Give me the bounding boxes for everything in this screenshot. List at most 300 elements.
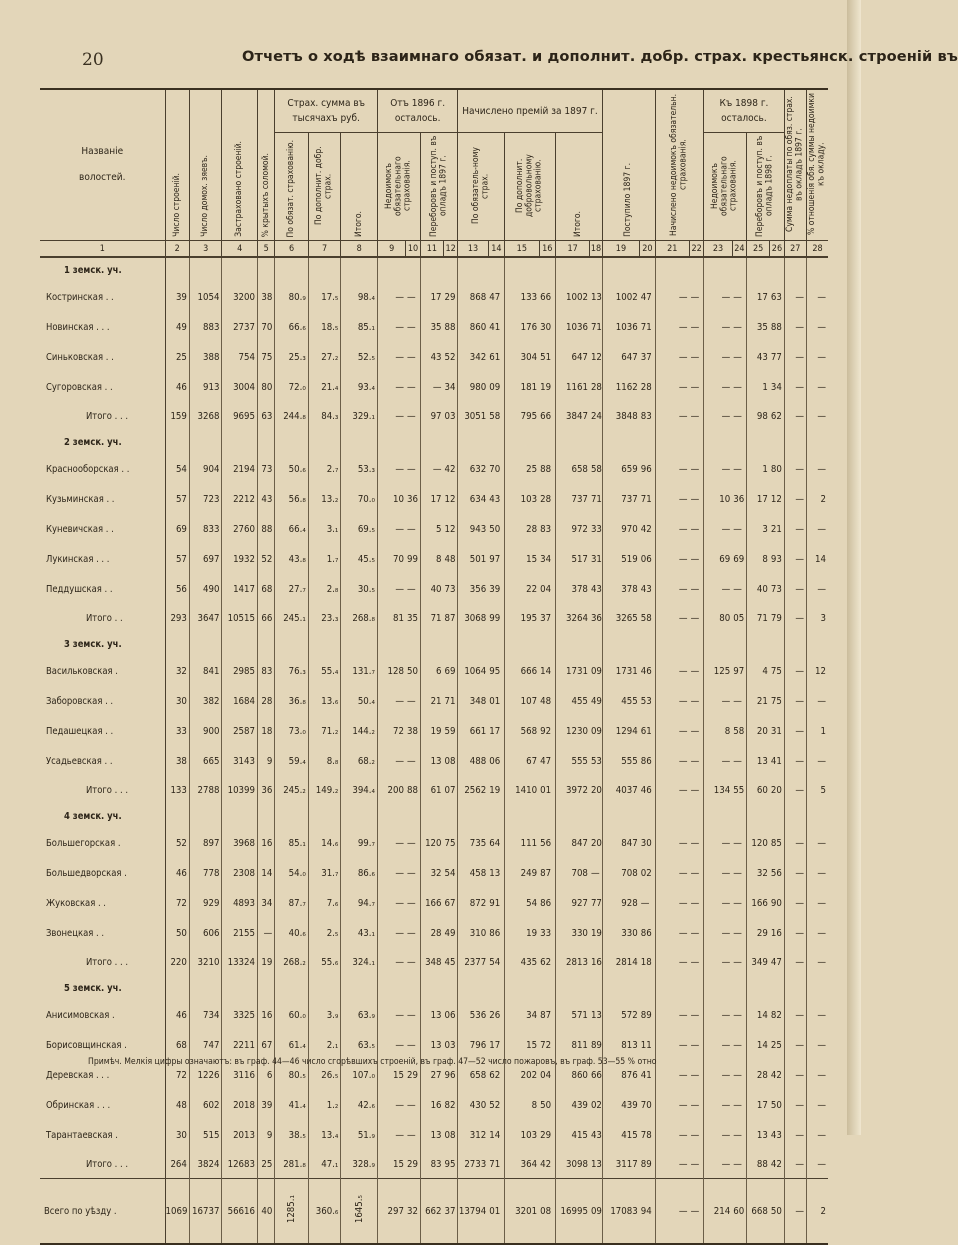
- cell-col-5: 19: [258, 948, 275, 976]
- header-volost-name: Названіе волостей.: [40, 89, 165, 241]
- cell-col-16: 83: [540, 523, 552, 535]
- cell-col-18: —: [590, 867, 600, 879]
- cell-col-15: 176: [505, 312, 540, 342]
- cell-col-28: —: [806, 1120, 828, 1150]
- cell-col-16: 66: [540, 410, 552, 422]
- volost-name: Обринская . . .: [40, 1090, 165, 1120]
- cell-col-2: 46: [165, 372, 189, 402]
- table-row: [40, 544, 828, 574]
- cell-col-22: —: [690, 612, 700, 624]
- cell-col-5: 34: [258, 888, 275, 918]
- cell-col-27: —: [784, 372, 806, 402]
- cell-col-2: 30: [165, 686, 189, 716]
- cell-col-12: 34: [444, 381, 456, 393]
- cell-col-9: —: [378, 828, 406, 858]
- cell-col-8: 99.₇: [341, 828, 378, 858]
- cell-col-28: —: [806, 918, 828, 948]
- cell-col-4: 10515: [222, 604, 258, 632]
- cell-col-11: 27: [420, 1060, 443, 1090]
- cell-col-23: —: [704, 312, 732, 342]
- cell-col-24: —: [733, 583, 742, 595]
- cell-col-25: 35: [746, 312, 769, 342]
- cell-col-17: 1036: [555, 312, 590, 342]
- cell-col-9: —: [378, 858, 406, 888]
- cell-col-24: —: [733, 1158, 742, 1170]
- cell-col-15: 435: [505, 948, 540, 976]
- cell-col-6: 72.₀: [275, 372, 309, 402]
- cell-col-10: —: [406, 523, 416, 535]
- section-header-row: [40, 976, 828, 1000]
- cell-col-3: 3268: [189, 402, 222, 430]
- cell-col-18: 09: [590, 725, 602, 737]
- cell-col-5: —: [258, 918, 275, 948]
- cell-col-2: 133: [165, 776, 189, 804]
- cell-col-25: 17: [746, 484, 769, 514]
- cell-col-6: 80.₅: [275, 1060, 309, 1090]
- cell-col-27: —: [784, 888, 806, 918]
- empty-cell: [420, 632, 443, 656]
- cell-col-12: 08: [444, 1129, 456, 1141]
- cell-col-18: 12: [590, 351, 602, 363]
- cell-col-15: 568: [505, 716, 540, 746]
- section-header-row: [40, 257, 828, 282]
- empty-cell: [420, 430, 443, 454]
- empty-cell: [458, 976, 488, 1000]
- cell-col-19: 876: [602, 1060, 640, 1090]
- cell-col-9: —: [378, 948, 406, 976]
- cell-col-8: 63.₅: [341, 1030, 378, 1060]
- cell-col-18: 31: [590, 553, 602, 565]
- empty-cell: [746, 632, 769, 656]
- cell-col-13: 2562: [458, 776, 488, 804]
- empty-cell: [555, 632, 590, 656]
- total-row: [40, 948, 828, 976]
- cell-col-25: 20: [746, 716, 769, 746]
- empty-cell: [406, 430, 420, 454]
- cell-col-24: —: [733, 755, 742, 767]
- cell-col-7: 7.₆: [308, 888, 341, 918]
- cell-col-6: 50.₆: [275, 454, 309, 484]
- empty-cell: [539, 257, 555, 282]
- empty-cell: [505, 257, 540, 282]
- cell-col-17: 455: [555, 686, 590, 716]
- cell-col-17: 3098: [555, 1150, 590, 1179]
- cell-col-24: 55: [733, 784, 745, 796]
- cell-col-17: 847: [555, 828, 590, 858]
- cell-col-19: 378: [602, 574, 640, 604]
- cell-col-19: 3848: [602, 402, 640, 430]
- header-c6: По обязат. страхованію.: [275, 133, 309, 241]
- table-row: [40, 746, 828, 776]
- cell-col-27: —: [784, 1150, 806, 1179]
- cell-col-11: 21: [420, 686, 443, 716]
- section-header-row: [40, 632, 828, 656]
- cell-col-22: —: [690, 897, 700, 909]
- cell-col-4: 2737: [222, 312, 258, 342]
- cell-col-28: 14: [806, 544, 828, 574]
- cell-col-9: —: [378, 574, 406, 604]
- cell-col-5: 66: [258, 604, 275, 632]
- cell-col-28: —: [806, 1000, 828, 1030]
- empty-cell: [784, 257, 806, 282]
- empty-cell: [189, 430, 222, 454]
- cell-col-6: 281.₈: [275, 1150, 309, 1179]
- cell-col-4: 2760: [222, 514, 258, 544]
- cell-col-7: 8.₈: [308, 746, 341, 776]
- cell-col-11: 71: [420, 604, 443, 632]
- cell-col-8: 68.₂: [341, 746, 378, 776]
- cell-col-22: —: [690, 867, 700, 879]
- empty-cell: [378, 257, 406, 282]
- table-row: [40, 484, 828, 514]
- cell-col-25: 88: [746, 1150, 769, 1179]
- section-title: 3 земск. уч.: [40, 632, 165, 656]
- cell-col-9: —: [378, 888, 406, 918]
- cell-col-8: 394.₄: [341, 776, 378, 804]
- cell-col-23: —: [704, 372, 732, 402]
- empty-cell: [746, 804, 769, 828]
- cell-col-14: 64: [489, 837, 501, 849]
- empty-cell: [784, 632, 806, 656]
- cell-col-8: 98.₄: [341, 282, 378, 312]
- empty-cell: [258, 976, 275, 1000]
- header-c23: Недоимокъ обязательнаго страхованія.: [704, 133, 747, 241]
- cell-col-7: 13.₂: [308, 484, 341, 514]
- cell-col-18: 33: [590, 523, 602, 535]
- cell-col-7: 47.₁: [308, 1150, 341, 1179]
- empty-cell: [640, 976, 655, 1000]
- cell-col-11: 6: [420, 656, 443, 686]
- cell-col-28: 2: [806, 1179, 828, 1245]
- cell-col-10: —: [406, 410, 416, 422]
- cell-col-28: 1: [806, 716, 828, 746]
- empty-cell: [539, 632, 555, 656]
- cell-col-24: —: [733, 695, 742, 707]
- cell-col-24: —: [733, 523, 742, 535]
- cell-col-28: —: [806, 888, 828, 918]
- cell-col-5: 9: [258, 1120, 275, 1150]
- cell-col-20: 70: [640, 1099, 652, 1111]
- cell-col-15: 15: [505, 1030, 540, 1060]
- cell-col-10: —: [406, 956, 416, 968]
- cell-col-13: 488: [458, 746, 488, 776]
- cell-col-10: —: [406, 837, 416, 849]
- cell-col-20: 78: [640, 1129, 652, 1141]
- column-number: 23: [704, 241, 732, 258]
- empty-cell: [732, 632, 746, 656]
- cell-col-19: 519: [602, 544, 640, 574]
- cell-col-28: 3: [806, 604, 828, 632]
- cell-col-11: 166: [420, 888, 443, 918]
- cell-col-7: 3.₁: [308, 514, 341, 544]
- cell-col-27: —: [784, 828, 806, 858]
- cell-col-14: 13: [489, 867, 501, 879]
- column-number: 11: [420, 241, 443, 258]
- column-number: 25: [746, 241, 769, 258]
- cell-col-9: —: [378, 1090, 406, 1120]
- cell-col-7: 21.₄: [308, 372, 341, 402]
- cell-col-6: 43.₈: [275, 544, 309, 574]
- cell-col-12: 88: [444, 321, 456, 333]
- cell-col-21: —: [655, 1120, 690, 1150]
- cell-col-23: —: [704, 342, 732, 372]
- cell-col-2: 48: [165, 1090, 189, 1120]
- cell-col-27: —: [784, 1179, 806, 1245]
- cell-col-5: 40: [258, 1179, 275, 1245]
- cell-col-15: 795: [505, 402, 540, 430]
- cell-col-9: —: [378, 342, 406, 372]
- cell-col-2: 57: [165, 544, 189, 574]
- empty-cell: [602, 804, 640, 828]
- cell-col-25: 166: [746, 888, 769, 918]
- cell-col-20: 30: [640, 837, 652, 849]
- cell-col-26: 50: [770, 1179, 784, 1245]
- cell-col-16: 86: [540, 897, 552, 909]
- cell-col-25: 29: [746, 918, 769, 948]
- cell-col-27: —: [784, 484, 806, 514]
- cell-col-27: —: [784, 1060, 806, 1090]
- cell-col-21: —: [655, 918, 690, 948]
- cell-col-12: 07: [444, 784, 456, 796]
- cell-col-8: 69.₅: [341, 514, 378, 544]
- volost-name: Итого . . .: [40, 402, 165, 430]
- cell-col-6: 66.₄: [275, 514, 309, 544]
- cell-col-5: 52: [258, 544, 275, 574]
- cell-col-2: 72: [165, 888, 189, 918]
- cell-col-16: 72: [540, 1039, 552, 1051]
- cell-col-28: 12: [806, 656, 828, 686]
- cell-col-15: 111: [505, 828, 540, 858]
- cell-col-15: 28: [505, 514, 540, 544]
- empty-cell: [341, 430, 378, 454]
- cell-col-14: 97: [489, 553, 501, 565]
- empty-cell: [590, 804, 602, 828]
- cell-col-22: —: [690, 837, 700, 849]
- empty-cell: [640, 430, 655, 454]
- cell-col-3: 602: [189, 1090, 222, 1120]
- cell-col-21: —: [655, 312, 690, 342]
- cell-col-21: —: [655, 1090, 690, 1120]
- cell-col-21: —: [655, 656, 690, 686]
- cell-col-15: 34: [505, 1000, 540, 1030]
- cell-col-21: —: [655, 282, 690, 312]
- cell-col-18: 58: [590, 463, 602, 475]
- cell-col-8: 50.₄: [341, 686, 378, 716]
- cell-col-11: 17: [420, 282, 443, 312]
- cell-col-8: 328.₉: [341, 1150, 378, 1179]
- volost-name: Лукинская . . .: [40, 544, 165, 574]
- cell-col-9: —: [378, 282, 406, 312]
- cell-col-8: 63.₉: [341, 1000, 378, 1030]
- empty-cell: [189, 976, 222, 1000]
- cell-col-23: 125: [704, 656, 732, 686]
- empty-cell: [444, 430, 458, 454]
- volost-name: Новинская . . .: [40, 312, 165, 342]
- empty-cell: [165, 632, 189, 656]
- cell-col-7: 71.₂: [308, 716, 341, 746]
- cell-col-24: —: [733, 321, 742, 333]
- cell-col-3: 734: [189, 1000, 222, 1030]
- empty-cell: [189, 257, 222, 282]
- cell-col-4: 2211: [222, 1030, 258, 1060]
- cell-col-14: 52: [489, 1099, 501, 1111]
- header-c9: Недоимокъ обязательнаго страхованія.: [378, 133, 421, 241]
- cell-col-22: —: [690, 381, 700, 393]
- cell-col-27: —: [784, 858, 806, 888]
- cell-col-12: 96: [444, 1069, 456, 1081]
- volost-name: Костринская . .: [40, 282, 165, 312]
- cell-col-19: 330: [602, 918, 640, 948]
- header-c15: По дополнит. добровольному страхованію.: [505, 133, 556, 241]
- cell-col-3: 929: [189, 888, 222, 918]
- cell-col-10: 35: [406, 612, 418, 624]
- cell-col-11: 35: [420, 312, 443, 342]
- empty-cell: [539, 976, 555, 1000]
- column-number: 4: [222, 241, 258, 258]
- volost-name: Усадьевская . .: [40, 746, 165, 776]
- cell-col-8: 131.₇: [341, 656, 378, 686]
- cell-col-9: —: [378, 1120, 406, 1150]
- cell-col-16: 04: [540, 583, 552, 595]
- column-number: 9: [378, 241, 406, 258]
- cell-col-6: 73.₀: [275, 716, 309, 746]
- cell-col-16: 88: [540, 463, 552, 475]
- cell-col-8: 43.₁: [341, 918, 378, 948]
- cell-col-2: 56: [165, 574, 189, 604]
- cell-col-20: 46: [640, 784, 652, 796]
- header-c27: Сумма недоплаты по обяз. страх. въ окладъ 1897 г.: [784, 89, 806, 241]
- cell-col-17: 517: [555, 544, 590, 574]
- cell-col-12: 37: [444, 1179, 458, 1245]
- header-c11: Переборовъ и поступ. въ опладъ 1897 г.: [420, 133, 458, 241]
- cell-col-22: —: [690, 291, 700, 303]
- column-number: 1: [40, 241, 165, 258]
- cell-col-11: 13: [420, 746, 443, 776]
- cell-col-26: 88: [770, 321, 782, 333]
- cell-col-8: 70.₀: [341, 484, 378, 514]
- cell-col-22: —: [690, 695, 700, 707]
- cell-col-3: 490: [189, 574, 222, 604]
- cell-col-21: —: [655, 828, 690, 858]
- cell-col-17: 1230: [555, 716, 590, 746]
- cell-col-7: 23.₃: [308, 604, 341, 632]
- cell-col-12: 75: [444, 837, 456, 849]
- cell-col-20: 58: [640, 612, 652, 624]
- cell-col-25: 40: [746, 574, 769, 604]
- cell-col-11: —: [420, 454, 443, 484]
- cell-col-3: 606: [189, 918, 222, 948]
- cell-col-3: 747: [189, 1030, 222, 1060]
- cell-col-17: 571: [555, 1000, 590, 1030]
- cell-col-27: —: [784, 544, 806, 574]
- cell-col-6: 66.₆: [275, 312, 309, 342]
- cell-col-3: 1054: [189, 282, 222, 312]
- cell-col-13: 13794: [458, 1179, 488, 1245]
- cell-col-4: 1417: [222, 574, 258, 604]
- section-title: 1 земск. уч.: [40, 257, 165, 282]
- cell-col-18: 43: [590, 583, 602, 595]
- volost-name: Большегорская .: [40, 828, 165, 858]
- cell-col-16: 01: [540, 784, 552, 796]
- cell-col-7: 2.₅: [308, 918, 341, 948]
- empty-cell: [488, 804, 504, 828]
- cell-col-11: 17: [420, 484, 443, 514]
- cell-col-18: 16: [590, 956, 602, 968]
- cell-col-5: 67: [258, 1030, 275, 1060]
- cell-col-2: 57: [165, 484, 189, 514]
- header-c17: Итого.: [555, 133, 602, 241]
- cell-col-22: —: [690, 523, 700, 535]
- cell-col-16: 56: [540, 837, 552, 849]
- cell-col-24: 69: [733, 553, 745, 565]
- cell-col-19: 647: [602, 342, 640, 372]
- cell-col-5: 16: [258, 1000, 275, 1030]
- cell-col-18: 66: [590, 1069, 602, 1081]
- cell-col-22: —: [690, 1129, 700, 1141]
- cell-col-11: 13: [420, 1030, 443, 1060]
- empty-cell: [378, 804, 406, 828]
- cell-col-12: 71: [444, 695, 456, 707]
- empty-cell: [640, 257, 655, 282]
- column-number: 5: [258, 241, 275, 258]
- cell-col-17: 415: [555, 1120, 590, 1150]
- cell-col-13: 661: [458, 716, 488, 746]
- empty-cell: [602, 430, 640, 454]
- empty-cell: [275, 632, 309, 656]
- cell-col-2: 220: [165, 948, 189, 976]
- cell-col-8: 93.₄: [341, 372, 378, 402]
- cell-col-19: 813: [602, 1030, 640, 1060]
- cell-col-14: 71: [489, 1158, 501, 1170]
- cell-col-20: 61: [640, 725, 652, 737]
- cell-col-9: 15: [378, 1060, 406, 1090]
- page-edge: [847, 0, 861, 1135]
- table-row: [40, 372, 828, 402]
- cell-col-10: 50: [406, 665, 418, 677]
- cell-col-20: 06: [640, 553, 652, 565]
- cell-col-10: 88: [406, 784, 418, 796]
- cell-col-20: 53: [640, 695, 652, 707]
- empty-cell: [590, 632, 602, 656]
- cell-col-13: 632: [458, 454, 488, 484]
- section-title: 4 земск. уч.: [40, 804, 165, 828]
- cell-col-19: 847: [602, 828, 640, 858]
- cell-col-7: 55.₆: [308, 948, 341, 976]
- cell-col-4: 1932: [222, 544, 258, 574]
- cell-col-5: 80: [258, 372, 275, 402]
- empty-cell: [458, 804, 488, 828]
- cell-col-23: 8: [704, 716, 732, 746]
- cell-col-4: 754: [222, 342, 258, 372]
- empty-cell: [378, 632, 406, 656]
- table-row: [40, 342, 828, 372]
- cell-col-4: 3116: [222, 1060, 258, 1090]
- cell-col-15: 15: [505, 544, 540, 574]
- volost-name: Заборовская . .: [40, 686, 165, 716]
- empty-cell: [222, 632, 258, 656]
- empty-cell: [655, 430, 690, 454]
- cell-col-18: 09: [590, 665, 602, 677]
- cell-col-26: 80: [770, 463, 782, 475]
- cell-col-10: 36: [406, 493, 418, 505]
- cell-col-4: 56616: [222, 1179, 258, 1245]
- cell-col-26: 56: [770, 867, 782, 879]
- cell-col-17: 927: [555, 888, 590, 918]
- cell-col-27: —: [784, 1030, 806, 1060]
- cell-col-17: 378: [555, 574, 590, 604]
- cell-col-4: 3968: [222, 828, 258, 858]
- volost-name: Большедворская .: [40, 858, 165, 888]
